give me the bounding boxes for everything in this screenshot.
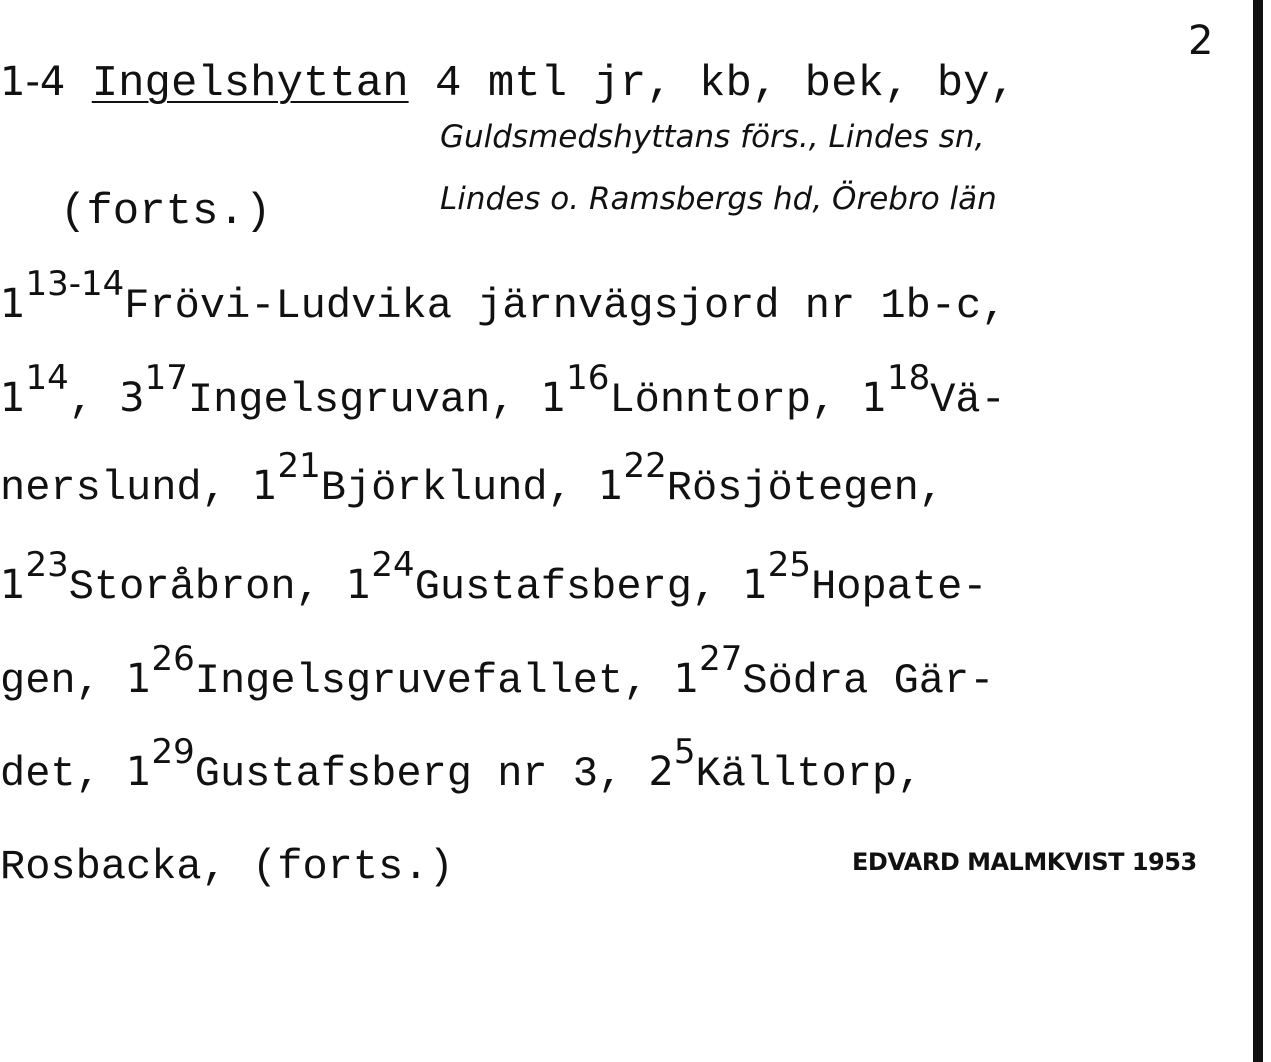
ref-superscript: 23: [25, 545, 69, 585]
place-text: Gustafsberg,: [414, 563, 743, 611]
text-line-2: [0, 358, 1006, 424]
place-text: Rösjötegen,: [666, 464, 944, 512]
ref-superscript: 22: [623, 446, 667, 486]
ref-superscript: 25: [767, 545, 812, 585]
ref-number: 1: [0, 375, 26, 421]
ref-number: 1: [345, 562, 372, 608]
header-place: Ingelshyttan: [91, 59, 409, 109]
ref-superscript: 26: [151, 639, 195, 679]
ref-number: 3: [119, 375, 145, 421]
place-text: Södra Gär-: [742, 657, 995, 705]
place-text: Ingelsgruvefallet,: [194, 657, 674, 705]
ref-number: 1: [598, 463, 624, 509]
text-line-6: [0, 732, 923, 798]
ref-superscript: 13-14: [25, 264, 125, 304]
place-text: Lönntorp,: [609, 376, 862, 424]
text-line-1: [0, 264, 1007, 330]
ref-number: 1: [673, 656, 700, 702]
ref-superscript: 5: [673, 732, 696, 772]
district-line: Lindes o. Ramsbergs hd, Örebro län: [440, 181, 997, 217]
place-text: Björklund,: [320, 464, 599, 512]
ref-number: 1: [126, 656, 152, 702]
ref-superscript: 16: [566, 358, 610, 398]
ref-superscript: 27: [699, 639, 743, 679]
ref-superscript: 14: [25, 358, 69, 398]
header-forts: (forts.): [60, 187, 272, 237]
place-text: nerslund,: [0, 464, 253, 512]
place-text: ,: [68, 376, 120, 424]
place-text: gen,: [0, 657, 127, 705]
header-line: [0, 59, 1016, 109]
place-text: Rosbacka, (forts.): [0, 843, 454, 891]
text-line-7: [0, 843, 454, 891]
place-text: Storåbron,: [68, 563, 346, 611]
place-text: Ingelsgruvan,: [187, 376, 541, 424]
ref-number: 1: [252, 463, 278, 509]
ref-number: 1: [742, 562, 768, 608]
place-text: Gustafsberg nr 3,: [194, 750, 649, 798]
place-text: Hopate-: [811, 563, 988, 611]
ref-superscript: 18: [886, 358, 931, 398]
place-text: Källtorp,: [695, 750, 923, 798]
place-text: Vä-: [930, 376, 1006, 424]
author-signature: EDVARD MALMKVIST 1953: [852, 848, 1197, 876]
header-range: 1-4: [0, 59, 66, 105]
text-line-5: [0, 639, 995, 705]
header-rest: 4 mtl jr, kb, bek, by,: [435, 59, 1016, 109]
ref-number: 1: [540, 375, 567, 421]
ref-superscript: 21: [277, 446, 321, 486]
ref-superscript: 17: [144, 358, 188, 398]
place-text: Frövi-Ludvika järnvägsjord nr 1b-c,: [124, 282, 1007, 330]
card-right-border: [1253, 0, 1263, 1062]
ref-number: 1: [861, 375, 887, 421]
text-line-3: [0, 446, 944, 512]
ref-superscript: 29: [151, 732, 195, 772]
text-line-4: [0, 545, 988, 611]
ref-number: 1: [0, 281, 26, 327]
page-number: 2: [1188, 18, 1214, 64]
place-text: det,: [0, 750, 127, 798]
ref-superscript: 24: [371, 545, 415, 585]
ref-number: 1: [0, 562, 26, 608]
parish-line: Guldsmedshyttans förs., Lindes sn,: [440, 119, 985, 155]
ref-number: 2: [648, 749, 674, 795]
ref-number: 1: [126, 749, 152, 795]
